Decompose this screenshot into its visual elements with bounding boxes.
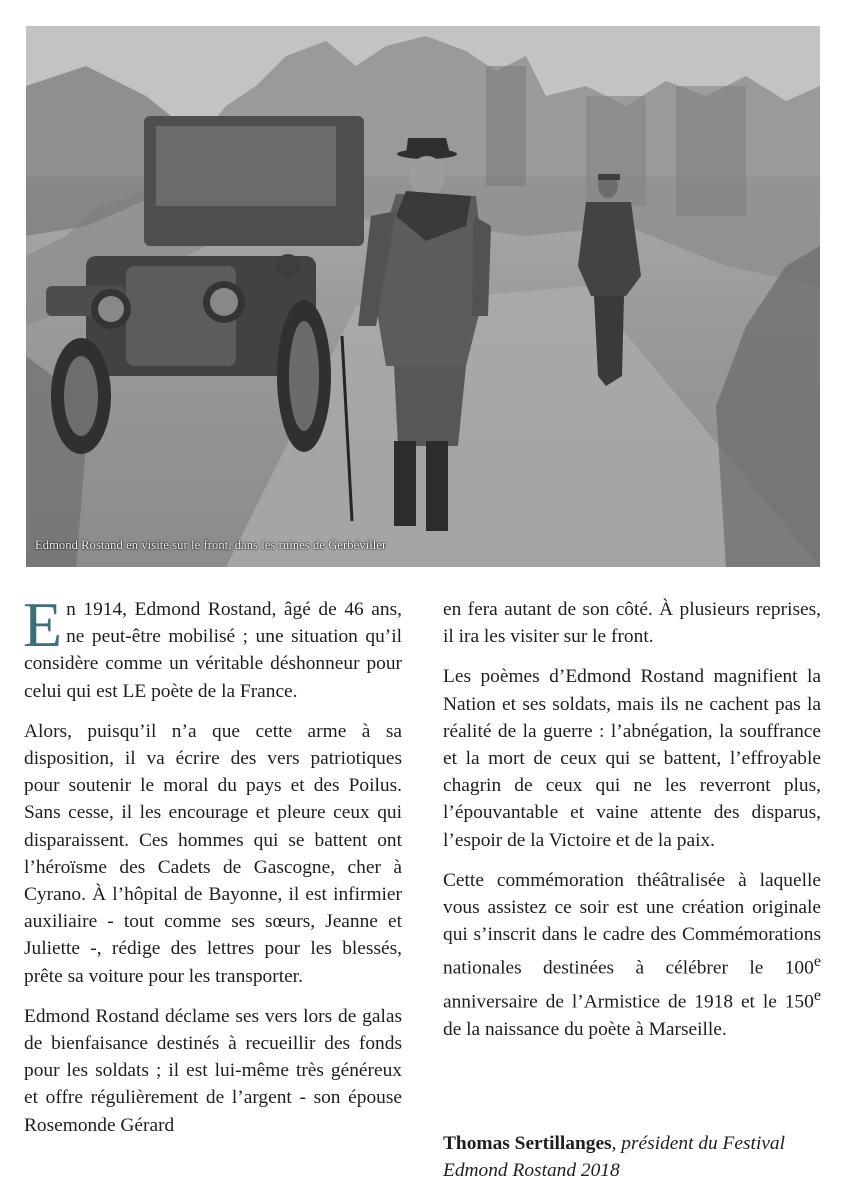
photo-caption: Edmond Rostand en visite sur le front, dans les ruines de Gerbéviller [35,538,387,552]
paragraph-text: Cette commémoration théâtralisée à laquelle vous assistez ce soir est une création originale qui s’inscrit dans le cadre des Commémorations nationales destinées à célébrer le 100 [443,869,821,979]
signature-name: Thomas Sertillanges [443,1133,612,1154]
signature-role: , président du Festival Edmond Rostand 2018 [443,1133,786,1181]
article-paragraph [23,589,402,705]
article-paragraph: Edmond Rostand déclame ses vers lors de galas de bienfaisance destinés à recueillir des fonds pour les soldats ; il est lui-même très généreux et offre régulièrement de l’argent - son épouse Rosemonde Gérard [24,1005,402,1136]
article-paragraph: Alors, puisqu’il n’a que cette arme à sa disposition, il va écrire des vers patriotiques pour soutenir le moral du pays et des Poilus. Sans cesse, il les encourage et pleure ceux qui disparaissent. Ces hommes qui se battent ont l’héroïsme des Cadets de Gascogne, cher à Cyrano. À l’hôpital de Bayonne, il est infirmier auxiliaire - tout comme ses sœurs, Jeanne et Juliette -, rédige des lettres pour les blessés, prête sa voiture pour les transporter. [24,720,402,987]
superscript: e [813,953,821,971]
paragraph-text: de la naissance du poète à Marseille. [443,1018,727,1040]
photo-illustration [26,26,820,567]
article-column-left [23,589,402,1152]
paragraph-text: n 1914, Edmond Rostand, âgé de 46 ans, ne peut-être mobilisé ; une situation qu’il considère comme un véritable déshonneur pour celui qui est LE poète de la France. [24,599,402,702]
paragraph-text: anniversaire de l’Armistice de 1918 et le 150 [443,991,814,1013]
drop-cap: E [23,589,63,660]
article-paragraph [443,867,821,1043]
article-paragraph: Les poèmes d’Edmond Rostand magnifient la Nation et ses soldats, mais ils ne cachent pas la réalité de la guerre : l’abnégation, la souffrance et la mort de ceux qui se battent, l’effroyable chagrin de ceux qui ne les reverront plus, l’épouvantable et vaine attente des disparus, l’espoir de la Victoire et de la paix. [443,666,821,851]
article-column-right [443,596,821,1056]
signature [443,1130,833,1184]
superscript: e [813,987,821,1005]
article-paragraph: en fera autant de son côté. À plusieurs reprises, il ira les visiter sur le front. [443,599,821,648]
historic-photo [26,26,820,567]
